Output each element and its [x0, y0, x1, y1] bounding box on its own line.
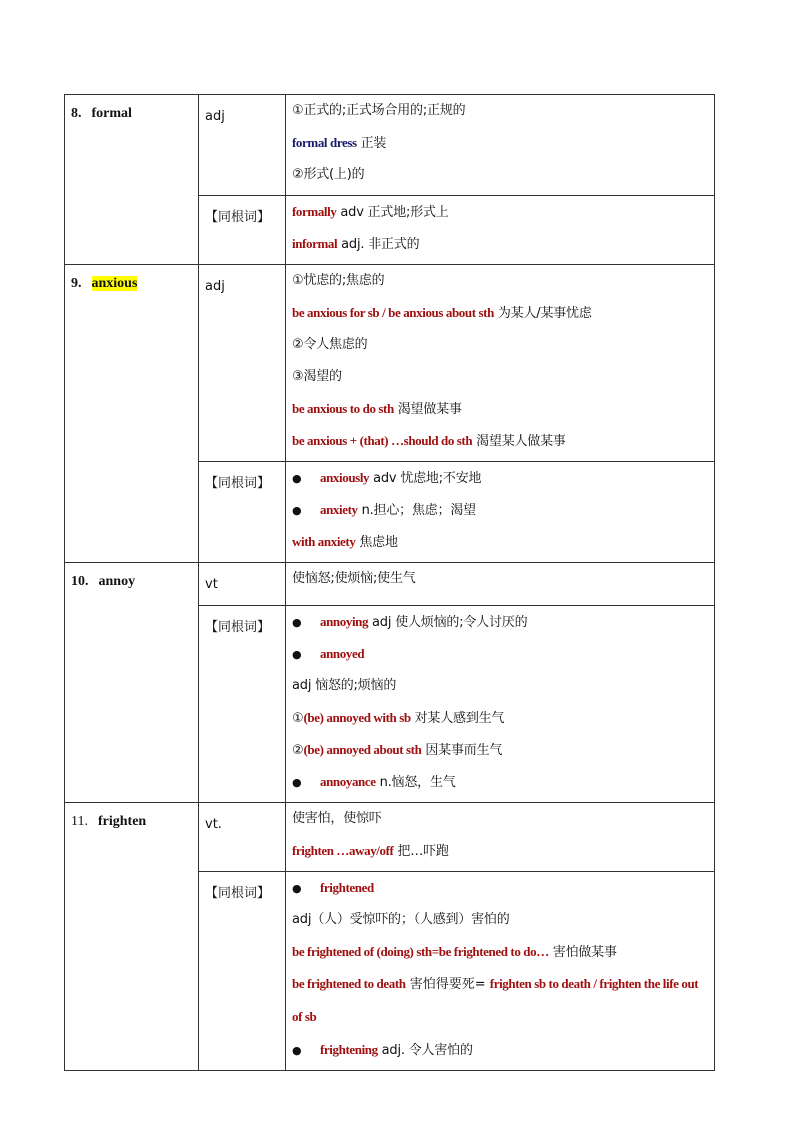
headword: anxious — [91, 276, 138, 291]
definition-line — [292, 872, 709, 904]
english-phrase: be anxious for sb / be anxious about sth — [292, 305, 494, 320]
definition-line — [292, 670, 709, 702]
english-phrase: formally — [292, 204, 337, 219]
english-phrase: be anxious + (that) …should do sth — [292, 433, 473, 448]
vocabulary-table — [64, 94, 715, 1071]
headword: annoy — [98, 574, 136, 589]
headword: frighten — [97, 814, 147, 829]
definition-text: ①忧虑的;焦虑的 — [292, 273, 385, 288]
entry-number: 10. — [71, 574, 89, 589]
entry-row — [65, 265, 715, 462]
definition-line — [292, 1034, 709, 1066]
chinese-meaning: n.恼怒，生气 — [375, 775, 456, 790]
chinese-meaning: 渴望做某事 — [393, 402, 462, 417]
chinese-meaning: adv 正式地;形式上 — [336, 205, 449, 220]
english-phrase: be anxious to do sth — [292, 401, 394, 416]
part-of-speech: vt. — [199, 803, 286, 872]
definition-line — [292, 904, 709, 936]
definition-text: ③渴望的 — [292, 369, 342, 384]
english-phrase: be frightened to death — [292, 976, 406, 991]
chinese-meaning: adv 忧虑地;不安地 — [369, 471, 482, 486]
definition-text: 使害怕，使惊吓 — [292, 811, 382, 826]
chinese-meaning: 为某人/某事忧虑 — [493, 306, 592, 321]
chinese-meaning: n.担心；焦虑；渴望 — [357, 503, 476, 518]
definition-cell — [286, 563, 715, 606]
definition-line — [292, 563, 709, 595]
definition-line — [292, 95, 709, 127]
english-phrase: annoyed — [320, 646, 365, 661]
chinese-meaning: 对某人感到生气 — [410, 711, 505, 726]
definition-line — [292, 494, 709, 526]
chinese-meaning: 害怕得要死= — [405, 977, 490, 992]
english-phrase: frighten …away/off — [292, 843, 394, 858]
definition-line — [292, 526, 709, 558]
chinese-meaning: 害怕做某事 — [548, 945, 617, 960]
definition-line — [292, 462, 709, 494]
bullet-icon: ● — [292, 648, 302, 661]
entry-number: 8. — [71, 106, 82, 121]
english-phrase: frightening — [320, 1042, 378, 1057]
definition-line — [292, 361, 709, 393]
definition-line — [292, 159, 709, 191]
definition-line — [292, 803, 709, 835]
bullet-icon: ● — [292, 472, 302, 485]
definition-line — [292, 936, 709, 968]
definition-line — [292, 329, 709, 361]
word-cell — [65, 803, 199, 1071]
definition-line — [292, 297, 709, 329]
english-phrase: with anxiety — [292, 534, 356, 549]
english-phrase: annoying — [320, 614, 369, 629]
definition-line — [292, 766, 709, 798]
definition-line — [292, 228, 709, 260]
english-phrase: annoyance — [320, 774, 376, 789]
entry-row — [65, 563, 715, 606]
definition-line — [292, 702, 709, 734]
english-phrase: frighten sb to death / frighten the life out of sb — [292, 976, 699, 1024]
word-cell — [65, 95, 199, 265]
related-words-cell — [286, 872, 715, 1071]
word-cell — [65, 265, 199, 563]
definition-line — [292, 265, 709, 297]
chinese-meaning: adj 使人烦恼的;令人讨厌的 — [368, 615, 528, 630]
english-phrase: formal dress — [292, 135, 357, 150]
definition-line — [292, 425, 709, 457]
sense-marker: ② — [292, 743, 304, 758]
part-of-speech: adj — [199, 265, 286, 462]
entry-row — [65, 803, 715, 872]
entry-row — [65, 95, 715, 196]
related-words-label: 【同根词】 — [199, 196, 286, 265]
chinese-meaning: 把…吓跑 — [393, 844, 449, 859]
definition-text: adj 恼怒的;烦恼的 — [292, 678, 397, 693]
chinese-meaning: 焦虑地 — [355, 535, 398, 550]
definition-text: adj（人）受惊吓的；（人感到）害怕的 — [292, 912, 510, 927]
chinese-meaning: adj. 非正式的 — [337, 237, 420, 252]
definition-line — [292, 196, 709, 228]
definition-line — [292, 734, 709, 766]
definition-text: ②形式(上)的 — [292, 167, 365, 182]
bullet-icon: ● — [292, 616, 302, 629]
definition-text: ②令人焦虑的 — [292, 337, 368, 352]
english-phrase: anxiously — [320, 470, 370, 485]
english-phrase: anxiety — [320, 502, 358, 517]
part-of-speech: vt — [199, 563, 286, 606]
chinese-meaning: adj. 令人害怕的 — [377, 1043, 473, 1058]
definition-line — [292, 638, 709, 670]
english-phrase: (be) annoyed with sb — [303, 710, 411, 725]
related-words-label: 【同根词】 — [199, 462, 286, 563]
definition-line — [292, 393, 709, 425]
bullet-icon: ● — [292, 776, 302, 789]
chinese-meaning: 正装 — [356, 136, 387, 151]
related-words-label: 【同根词】 — [199, 606, 286, 803]
bullet-icon: ● — [292, 504, 302, 517]
related-words-cell — [286, 462, 715, 563]
english-phrase: (be) annoyed about sth — [303, 742, 422, 757]
definition-cell — [286, 265, 715, 462]
definition-cell — [286, 803, 715, 872]
english-phrase: frightened — [320, 880, 374, 895]
bullet-icon: ● — [292, 1044, 302, 1057]
definition-line — [292, 835, 709, 867]
bullet-icon: ● — [292, 882, 302, 895]
definition-text: 使恼怒;使烦恼;使生气 — [292, 571, 416, 586]
related-words-cell — [286, 196, 715, 265]
definition-cell — [286, 95, 715, 196]
related-words-cell — [286, 606, 715, 803]
headword: formal — [91, 106, 132, 121]
related-words-label: 【同根词】 — [199, 872, 286, 1071]
part-of-speech: adj — [199, 95, 286, 196]
entry-number: 11. — [71, 814, 88, 829]
definition-text: ①正式的;正式场合用的;正规的 — [292, 103, 466, 118]
entry-number: 9. — [71, 276, 82, 291]
definition-line — [292, 606, 709, 638]
english-phrase: informal — [292, 236, 338, 251]
sense-marker: ① — [292, 711, 304, 726]
word-cell — [65, 563, 199, 803]
english-phrase: be frightened of (doing) sth=be frightened to do… — [292, 944, 549, 959]
definition-line — [292, 968, 709, 1034]
definition-line — [292, 127, 709, 159]
chinese-meaning: 渴望某人做某事 — [472, 434, 566, 449]
chinese-meaning: 因某事而生气 — [421, 743, 503, 758]
